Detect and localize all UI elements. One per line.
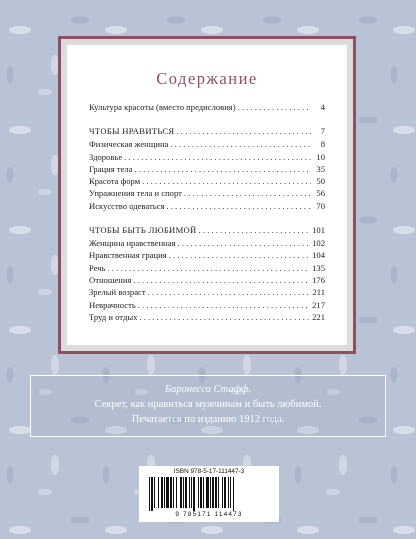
entry-title: Зрелый возраст [89,287,146,298]
barcode-bar [170,477,172,508]
entry-page-number: 7 [320,126,325,137]
contents-part-heading [89,224,325,237]
contents-entry [89,286,325,298]
leader-dots [133,274,310,286]
entry-page-number: 135 [312,262,325,273]
entry-page-number: 8 [320,139,325,150]
barcode-bar [198,477,199,508]
contents-frame [58,36,356,354]
entry-page-number: 4 [320,102,325,112]
entry-page-number: 101 [312,225,325,236]
contents-list [89,101,325,323]
barcode-bar [215,477,217,508]
barcode-bar [185,477,187,508]
entry-title: Физическая женщина [89,139,169,150]
barcode-bar [233,477,234,511]
barcode-bar [183,477,184,508]
leader-dots [138,299,310,311]
entry-title: Грация тела [89,163,133,174]
barcode-digits: 9 785171 114473 [175,511,243,518]
contents-section [89,101,325,113]
leader-dots [169,249,310,261]
leader-dots [142,175,311,187]
barcode-bar [189,477,190,508]
contents-entry [89,101,325,113]
contents-entry [89,151,325,163]
entry-page-number: 56 [316,188,325,199]
contents-entry [89,163,325,175]
leader-dots [139,311,310,323]
entry-page-number: 70 [316,200,325,211]
barcode-bar [164,477,165,508]
barcode-bar [191,477,192,508]
barcode-bar [203,477,204,508]
contents-entry [89,237,325,249]
entry-title: Неврачность [89,299,136,310]
entry-title: Красота форм [89,176,141,187]
entry-page-number: 217 [312,299,325,310]
contents-entry [89,249,325,261]
contents-section [89,125,325,212]
barcode-bar [230,477,231,508]
leader-dots [199,224,311,237]
entry-title: Здоровье [89,151,123,162]
barcode-bar [206,477,209,508]
contents-entry [89,200,325,212]
barcode-bar [228,477,229,508]
barcode-bar [176,477,177,508]
entry-title: Женщина нравственная [89,238,176,249]
contents-entry [89,187,325,199]
edition-note: Печатается по изданию 1912 года. [131,414,285,425]
entry-title: Нравственная грация [89,250,167,261]
barcode-bar [161,477,163,508]
barcode-label [139,466,279,522]
author-line: Баронесса Стафф. [164,384,252,395]
contents-entry [89,138,325,150]
barcode-bar [212,477,214,508]
publication-info [30,375,386,437]
contents-entry [89,274,325,286]
barcode [147,477,271,511]
leader-dots [184,187,311,199]
entry-title: Труд и отдых [89,311,138,322]
contents-panel [67,45,347,345]
entry-page-number: 211 [312,287,325,298]
entry-title: Культура красоты (вместо предисловия) [89,102,236,112]
leader-dots [108,262,311,274]
contents-section [89,224,325,323]
barcode-bar [193,477,195,511]
entry-page-number: 104 [312,250,325,261]
barcode-bar [173,477,174,508]
contents-entry [89,262,325,274]
isbn-number: ISBN 978-5-17-111447-3 [173,468,245,475]
entry-title: ЧТОБЫ НРАВИТЬСЯ [89,126,175,137]
barcode-bar [180,477,182,508]
barcode-bar [151,477,153,511]
barcode-bar [154,477,155,508]
entry-title: Упражнения тела и спорт [89,188,182,199]
entry-page-number: 102 [312,238,325,249]
barcode-bar [218,477,219,508]
leader-dots [124,151,311,163]
barcode-bar [222,477,223,508]
contents-title: Содержание [156,69,258,88]
leader-dots [170,138,311,150]
entry-title: Искусство одеваться [89,200,165,211]
entry-page-number: 10 [316,151,325,162]
barcode-bar [224,477,226,508]
contents-entry [89,299,325,311]
contents-part-heading [89,125,325,138]
leader-dots [135,163,311,175]
entry-title: Отношения [89,274,132,285]
barcode-bar [210,477,211,508]
barcode-bar [158,477,159,508]
leader-dots [176,125,311,138]
entry-page-number: 176 [312,274,325,285]
entry-page-number: 221 [312,311,325,322]
leader-dots [148,286,311,298]
barcode-bar [200,477,202,508]
leader-dots [166,200,311,212]
contents-entry [89,175,325,187]
barcode-bar [166,477,169,508]
contents-entry [89,311,325,323]
entry-page-number: 50 [316,176,325,187]
book-title-line: Секрет, как нравиться мужчинам и быть любимой. [94,399,322,410]
leader-dots [238,101,311,113]
entry-page-number: 35 [316,163,325,174]
barcode-bar [149,477,150,511]
entry-title: ЧТОБЫ БЫТЬ ЛЮБИМОЙ [89,225,197,236]
entry-title: Речь [89,262,106,273]
leader-dots [178,237,311,249]
